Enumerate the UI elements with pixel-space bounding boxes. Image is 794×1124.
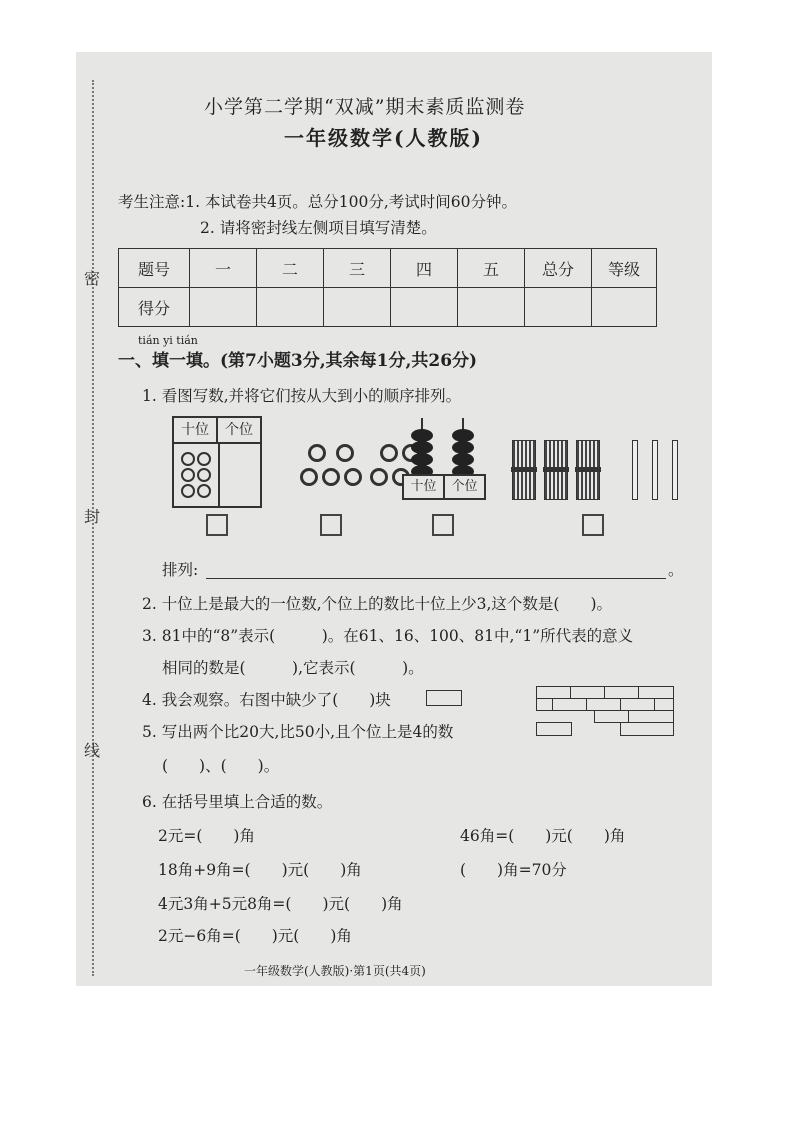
pv-ones-empty [220,444,260,506]
question-6-item: 2元−6角=( )元( )角 [158,927,352,945]
score-table-score-row [119,288,657,327]
question-6-item: 46角=( )元( )角 [460,827,626,845]
score-input-cell[interactable] [592,288,657,327]
abacus [402,418,482,500]
score-header-cell: 总分 [525,249,592,288]
answer-box-4[interactable] [582,514,604,536]
answer-box-1[interactable] [206,514,228,536]
question-6-item: 2元=( )角 [158,827,255,845]
question-5-line-1: 5. 写出两个比20大,比50小,且个位上是4的数 [142,723,454,741]
answer-box-2[interactable] [320,514,342,536]
seal-char-xian: 线 [84,741,101,760]
score-header-cell: 等级 [592,249,657,288]
score-input-cell[interactable] [324,288,391,327]
exam-title: 小学第二学期“双减”期末素质监测卷 [204,96,526,118]
page-footer: 一年级数学(人教版)·第1页(共4页) [244,964,426,978]
question-3-line-1: 3. 81中的“8”表示( )。在61、16、100、81中,“1”所代表的意义 [142,627,634,645]
score-input-cell[interactable] [391,288,458,327]
abacus-ones-label: 个位 [451,479,478,494]
sort-label: 排列: [162,561,199,579]
question-2: 2. 十位上是最大的一位数,个位上的数比十位上少3,这个数是( )。 [142,595,613,613]
seal-dotted-line [92,80,94,976]
exam-subtitle: 一年级数学(人教版) [284,126,483,150]
question-3-line-2: 相同的数是( ),它表示( )。 [162,659,424,677]
pv-tens-counters [174,444,220,506]
score-header-cell: 三 [324,249,391,288]
place-value-chart [172,416,262,508]
notice-line-1: 考生注意:1. 本试卷共4页。总分100分,考试时间60分钟。 [118,193,518,211]
score-input-cell[interactable] [257,288,324,327]
notice-line-2: 2. 请将密封线左侧项目填写清楚。 [200,219,437,237]
score-input-cell[interactable] [525,288,592,327]
question-6-title: 6. 在括号里填上合适的数。 [142,793,333,811]
answer-box-3[interactable] [432,514,454,536]
brick-sample-icon [426,690,462,706]
seal-char-feng: 封 [84,507,101,526]
exam-paper [76,52,712,986]
seal-char-mi: 密 [84,269,101,288]
score-header-cell: 四 [391,249,458,288]
score-header-cell: 二 [257,249,324,288]
question-6-item: 18角+9角=( )元( )角 [158,861,362,879]
question-1-text: 1. 看图写数,并将它们按从大到小的顺序排列。 [142,387,462,405]
sort-period: 。 [668,561,684,579]
score-input-cell[interactable] [458,288,525,327]
section-title: 一、填一填。(第7小题3分,其余每1分,共26分) [118,351,478,371]
question-5-line-2: ( )、( )。 [162,757,280,775]
question-4: 4. 我会观察。右图中缺少了( )块 [142,691,391,709]
score-label-cell: 得分 [119,288,190,327]
score-header-cell: 五 [458,249,525,288]
question-6-item: ( )角=70分 [460,861,567,879]
pv-tens-label: 十位 [174,418,218,442]
sort-answer-line[interactable] [206,578,666,579]
score-header-cell: 题号 [119,249,190,288]
section-pinyin: tián yi tián [138,334,198,347]
pv-ones-label: 个位 [225,422,253,438]
score-table-header-row [119,249,657,288]
score-input-cell[interactable] [190,288,257,327]
brick-wall-figure [536,686,676,738]
score-table [118,248,657,327]
stick-bundles [512,440,684,500]
question-6-item: 4元3角+5元8角=( )元( )角 [158,895,403,913]
abacus-tens-label: 十位 [404,476,445,498]
score-header-cell: 一 [190,249,257,288]
